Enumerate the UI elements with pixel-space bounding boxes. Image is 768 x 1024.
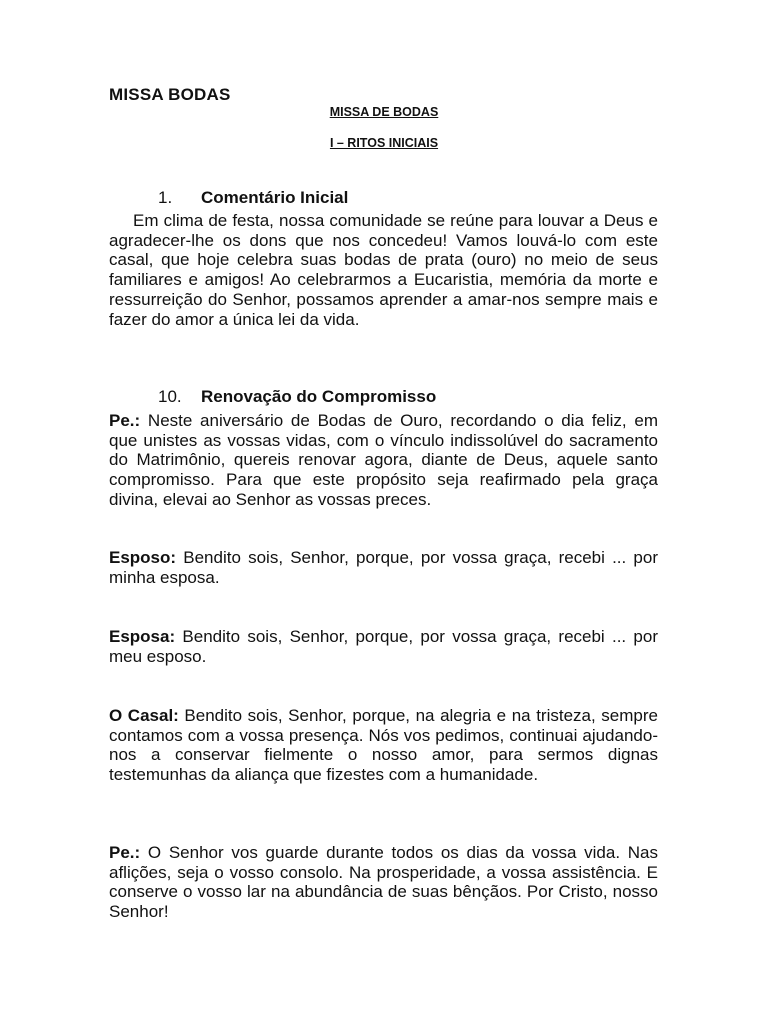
speaker-label: O Casal: <box>109 706 179 725</box>
speaker-label: Pe.: <box>109 411 141 430</box>
section-heading-renovacao <box>158 387 436 407</box>
dialogue-text: Bendito sois, Senhor, porque, por vossa graça, recebi ... por minha esposa. <box>109 548 658 587</box>
dialogue-priest-intro <box>109 411 658 510</box>
section-heading-comentario <box>158 188 348 208</box>
speaker-label: Pe.: <box>109 843 141 862</box>
comentario-paragraph <box>109 211 658 329</box>
part-heading: I – RITOS INICIAIS <box>329 136 439 150</box>
dialogue-priest-blessing <box>109 843 658 922</box>
section-number: 1. <box>158 188 173 207</box>
section-number: 10. <box>158 387 182 406</box>
dialogue-text: Neste aniversário de Bodas de Ouro, recordando o dia feliz, em que unistes as vossas vidas, com o vínculo indissolúvel do sacramento do Matrimônio, quereis renovar agora, diante de Deus, aquele santo compromisso. Para que este propósito seja reafirmado pela graça divina, elevai ao Senhor as vossas preces. <box>109 411 658 509</box>
speaker-label: Esposa: <box>109 627 176 646</box>
dialogue-esposo <box>109 548 658 587</box>
paragraph-text: Em clima de festa, nossa comunidade se reúne para louvar a Deus e agradecer-lhe os dons que nos concedeu! Vamos louvá-lo com este casal, que hoje celebra suas bodas de prata (ouro) no meio de seus familiares e amigos! Ao celebrarmos a Eucaristia, memória da morte e ressurreição do Senhor, possamos aprender a amar-nos sempre mais e fazer do amor a única lei da vida. <box>109 211 658 329</box>
document-title: MISSA BODAS <box>109 85 231 104</box>
section-title: Comentário Inicial <box>201 188 349 207</box>
dialogue-text: Bendito sois, Senhor, porque, por vossa graça, recebi ... por meu esposo. <box>109 627 658 666</box>
dialogue-text: Bendito sois, Senhor, porque, na alegria e na tristeza, sempre contamos com a vossa presença. Nós vos pedimos, continuai ajudando-nos a conservar fielmente o nosso amor, para sermos dignas testemunhas da aliança que fizestes com a humanidade. <box>109 706 658 785</box>
dialogue-casal <box>109 706 658 785</box>
speaker-label: Esposo: <box>109 548 177 567</box>
dialogue-text: O Senhor vos guarde durante todos os dias da vossa vida. Nas aflições, seja o vosso consolo. Na prosperidade, a vossa assistência. E conserve o vosso lar na abundância de suas bênçãos. Por Cristo, nosso Senhor! <box>109 843 658 922</box>
section-title: Renovação do Compromisso <box>201 387 437 406</box>
dialogue-esposa <box>109 627 658 666</box>
document-subtitle: MISSA DE BODAS <box>329 105 439 119</box>
